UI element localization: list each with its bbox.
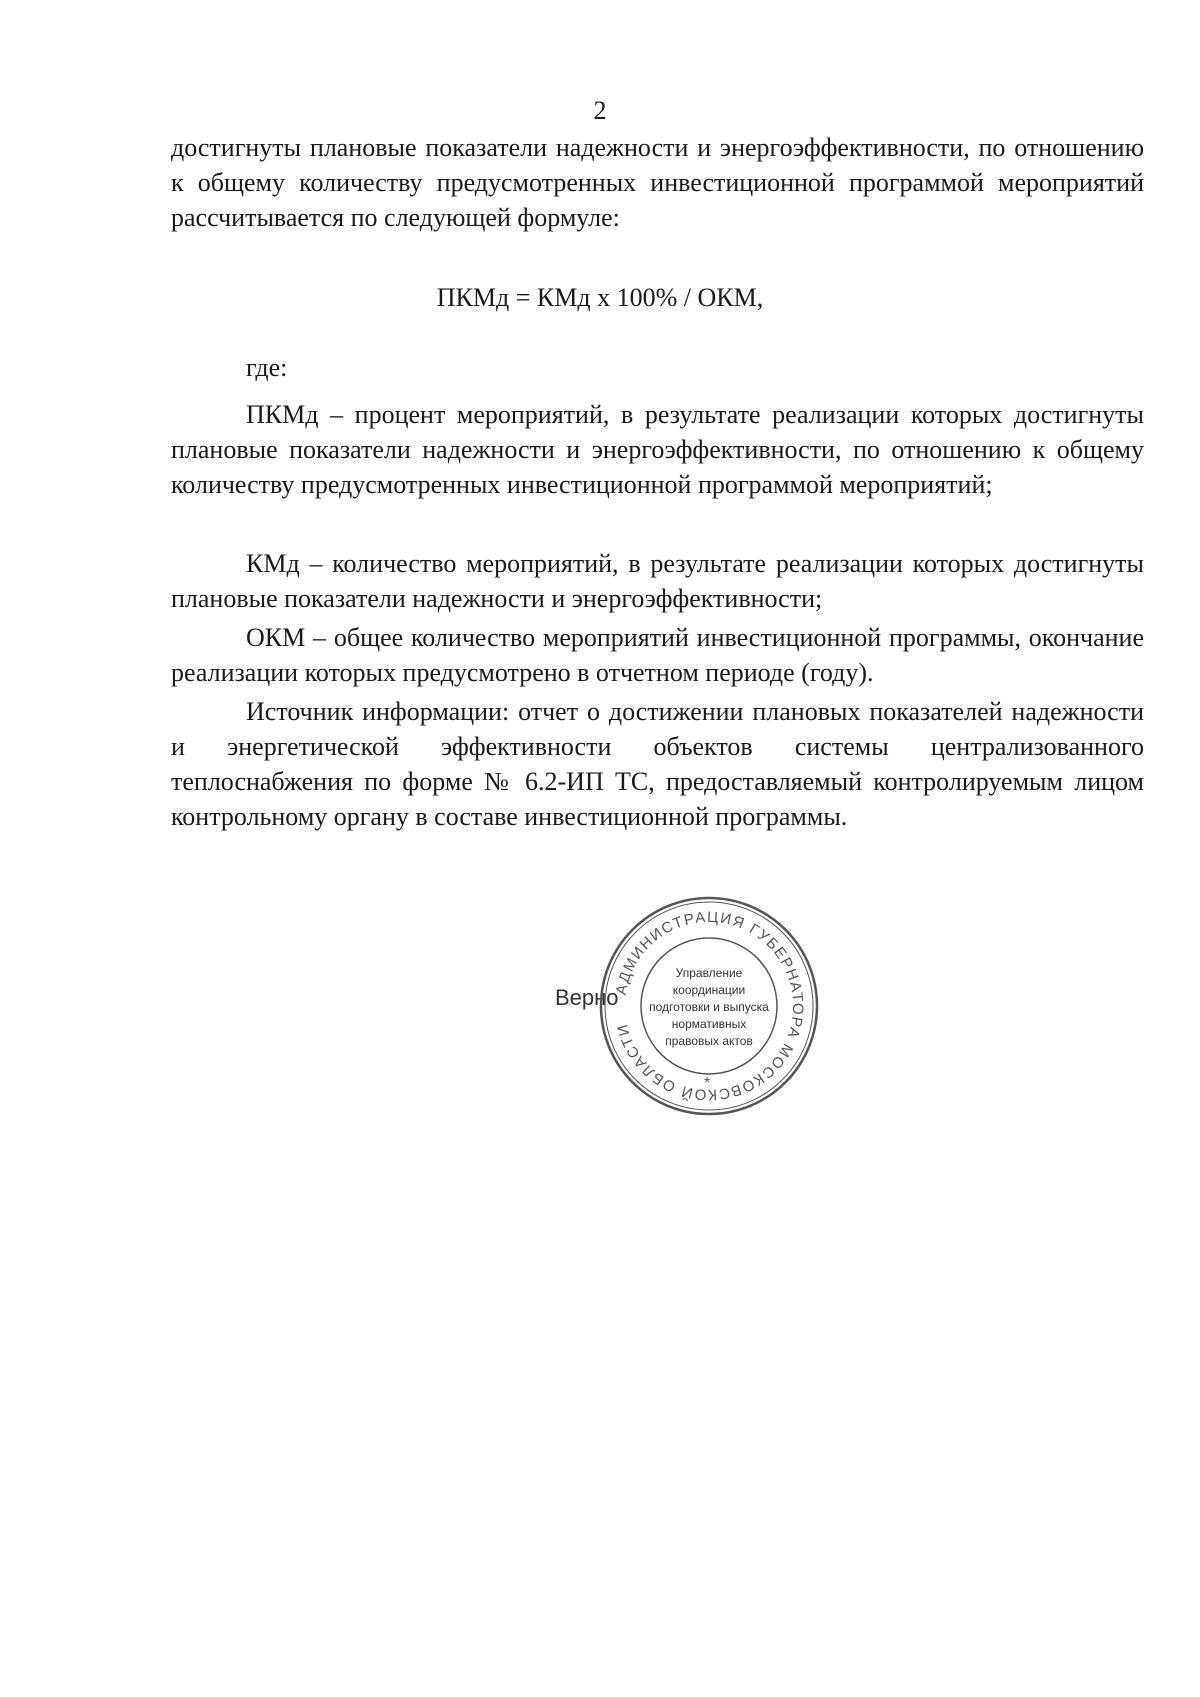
where-label: где:: [246, 353, 288, 382]
seal-inner-line: подготовки и выпуска: [649, 1000, 769, 1014]
certification-label: Верно: [555, 985, 619, 1010]
seal-star: *: [704, 1075, 711, 1092]
seal-inner-line: нормативных: [671, 1017, 747, 1031]
seal-outer-text: АДМИНИСТРАЦИЯ ГУБЕРНАТОРА МОСКОВСКОЙ ОБЛАСТИ: [612, 908, 807, 1104]
definition-kmd: КМд – количество мероприятий, в результате реализации которых достигнуты плановые показатели надежности и энергоэффективности;: [171, 549, 1144, 613]
formula: ПКМд = КМд х 100% / ОКМ,: [436, 283, 764, 312]
official-seal: [596, 893, 822, 1119]
page-number: 2: [593, 96, 607, 125]
definition-pkmd: ПКМд – процент мероприятий, в результате реализации которых достигнуты плановые показатели надежности и энергоэффективности, по отношению к общему количеству предусмотренных инвестиционной программой мероприятий;: [171, 400, 1144, 499]
seal-inner-line: правовых актов: [665, 1034, 753, 1048]
seal-inner-text: [639, 965, 779, 1050]
definition-okm: ОКМ – общее количество мероприятий инвестиционной программы, окончание реализации которых предусмотрено в отчетном периоде (году).: [171, 623, 1144, 687]
paragraph-formula-intro: достигнуты плановые показатели надежности и энергоэффективности, по отношению к общему количеству предусмотренных инвестиционной программой мероприятий рассчитывается по следующей формуле:: [171, 133, 1144, 232]
seal-inner-line: Управление: [675, 966, 743, 980]
seal-inner-line: координации: [672, 983, 746, 997]
source-paragraph: Источник информации: отчет о достижении плановых показателей надежности и энергетической эффективности объектов системы централизованного теплоснабжения по форме № 6.2-ИП ТС, предоставляемый контролируемым лицом контрольному органу в составе инвестиционной программы.: [171, 697, 1144, 831]
